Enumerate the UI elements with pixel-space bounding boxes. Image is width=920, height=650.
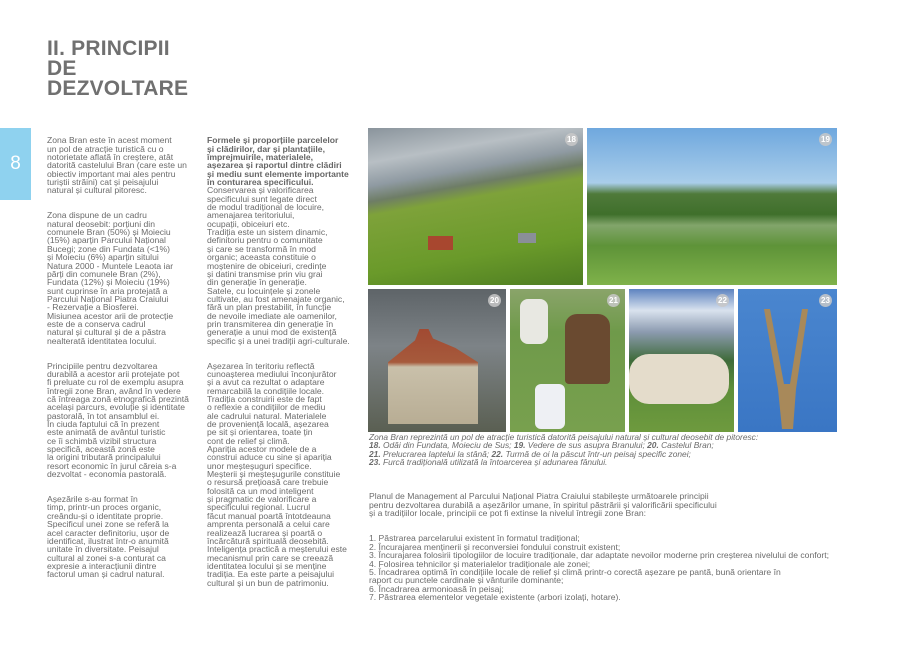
photo-number-badge: 21 xyxy=(607,294,620,307)
photo-22-sheep-flock xyxy=(629,289,734,432)
photo-19-bran-view xyxy=(587,128,837,285)
plan-principles-list: 1. Păstrarea parcelarului existent în formatul tradițional; 2. Încurajarea menținerii și reconversiei fondului construit existent; 3. Încurajarea folosirii tipologiilor de locuire tradiționale, dar adaptate nevoilor moderne prin creșterea nivelului de confort; 4. Folosirea tehnicilor și materialelor tradiționale ale zonei; 5. Încadrarea optimă în condițiile locale de relief și climă printr-o corectă așezare pe pantă, bună orientare în raport cu punctele cardinale și vânturile dominante; 6. Încadrarea armonioasă în peisaj; 7. Păstrarea elementelor vegetale existente (arbori izolați, hotare). xyxy=(369,533,830,603)
caption-number: 18. xyxy=(369,440,381,451)
photo-21-milk-processing xyxy=(510,289,625,432)
photo-number-badge: 23 xyxy=(819,294,832,307)
paragraph: Așezarea în teritoriu reflectă cunoașterea mediului înconjurător și a avut ca rezultat o adaptare remarcabilă la condițiile locale. Tradiția construirii este de fapt o reflexie a condițiilor de mediu ale cadrului natural. Materialele de proveniență locală, așezarea pe sit și orientarea, toate țin cont de relief și climă. Apariția acestor modele de a construi aduce cu sine și apariția unor meșteșuguri specifice. Meșterii și meșteșugurile constituie o resursă prețioasă care trebuie folosită ca un mod inteligent și pragmatic de valorificare a specificului regional. Lucrul făcut manual poartă întotdeauna amprenta personală a celui care realizează lucrarea și poartă o încărcătură spirituală deosebită. Inteligența practică a meșterului este mecanismul prin care se creează identitatea locului și se menține tradiția. Ea este parte a peisajului cultural și un bun de patrimoniu. xyxy=(207,360,347,588)
caption-text: Vedere de sus asupra Branului; xyxy=(525,440,648,451)
paragraph: Zona Bran este în acest moment un pol de atracție turistică cu o notorietate aflată în creștere, atât datorită castelului Bran (care este un obiectiv important mai ales pentru turiștii străini) cat și peisajului natural și cultural pitoresc. xyxy=(47,135,187,196)
paragraph: Conservarea și valorificarea specificului sunt legate direct de modul tradițional de locuire, amenajarea teritoriului, ocupații, obiceiuri etc. Tradiția este un sistem dinamic, definitoriu pentru o comunitate și care se transformă în mod organic; aceasta constituie o moștenire de obiceiuri, credințe și datini transmise prin viu grai din generație în generație. Satele, cu locuințele și zonele cultivate, au fost amenajate organic, fără un plan prestabilit, în funcție de nevoile imediate ale oamenilor, prin transmiterea din generație în generație a unui mod de existență specific și a unei tradiții agri-culturale. xyxy=(207,185,350,346)
paragraph: Zona dispune de un cadru natural deosebit: porțiuni din comunele Bran (50%) și Moieciu (15%) aparțin Parcului Național Bucegi; zone din Fundata (<1%) și Moieciu (6%) aparțin sitului Natura 2000 - Muntele Leaota iar părți din comunele Bran (2%), Fundata (12%) și Moieciu (19%) sunt cuprinse în aria protejată a Parcului Național Piatra Craiului - Rezervație a Biosferei. Misiunea acestor arii de protecție este de a conserva cadrul natural și cultural și de a păstra nealterată identitatea locului. xyxy=(47,210,174,346)
caption-number: 21. xyxy=(369,448,381,459)
caption-intro: Zona Bran reprezintă un pol de atracție turistică datorită peisajului natural și cultural deosebit de pitoresc: xyxy=(369,432,759,442)
caption-text: Odăi din Fundata, Moieciu de Sus; xyxy=(380,440,514,451)
photo-number-badge: 18 xyxy=(565,133,578,146)
sheep-icon xyxy=(629,354,729,404)
page-number: 8 xyxy=(10,153,21,174)
bold-intro: Formele și proporțiile parcelelor și clădirilor, dar și plantațiile, împrejmuirile, materialele, așezarea și raportul dintre clădiri și mediu sunt elemente importante în conturarea specificului. xyxy=(207,135,349,188)
text-column-2 xyxy=(207,128,367,604)
photo-number-badge: 22 xyxy=(716,294,729,307)
hut-icon xyxy=(428,236,453,250)
paragraph: Principiile pentru dezvoltarea durabilă a acestor arii protejate pot fi preluate cu rol de exemplu asupra întregii zone Bran, având în vedere că întreaga zonă etnografică prezintă același parcurs, evoluție și identitate pastorală, în tot ansamblul ei. În ciuda faptului că în prezent este animată de avântul turistic ce îi schimbă vizibil structura specifică, această zonă este la origini tributară principalului resort economic în jurul căreia s-a dezvoltat - economia pastorală. xyxy=(47,360,189,480)
photo-23-hay-fork xyxy=(738,289,837,432)
caption-text: Castelul Bran; xyxy=(658,440,714,451)
caption-text: Furcă tradițională utilizată la întoarcerea și adunarea fânului. xyxy=(380,457,608,468)
paragraph: Așezările s-au format în timp, printr-un proces organic, creându-și o identitate proprie. Specificul unei zone se referă la acel caracter definitoriu, ușor de identificat, ilustrat într-o anumită unitate în diversitate. Peisajul cultural al zonei s-a conturat ca expresie a interacțiunii dintre factorul uman și cadrul natural. xyxy=(47,494,170,580)
hut-icon xyxy=(518,233,536,243)
caption-number: 20. xyxy=(647,440,659,451)
photo-number-badge: 19 xyxy=(819,133,832,146)
photo-number-badge: 20 xyxy=(488,294,501,307)
page-title: II. PRINCIPII DE DEZVOLTARE xyxy=(47,37,189,100)
caption-text: Prelucrarea laptelui la stână; xyxy=(380,448,492,459)
photo-caption xyxy=(369,433,849,467)
caption-number: 19. xyxy=(513,440,526,451)
photo-18-huts-fundata xyxy=(368,128,583,285)
caption-text: Turmă de oi la păscut într-un peisaj specific zonei; xyxy=(503,448,691,459)
shepherd-icon xyxy=(565,314,610,384)
horse-icon xyxy=(520,299,548,344)
castle-icon xyxy=(388,329,478,424)
wooden-fork-icon xyxy=(738,289,837,432)
caption-number: 22. xyxy=(491,448,504,459)
photo-20-bran-castle xyxy=(368,289,506,432)
page-number-tab xyxy=(0,128,31,200)
management-plan-text xyxy=(369,484,849,618)
plan-intro: Planul de Management al Parcului Național Piatra Craiului stabilește următoarele principii pentru dezvoltarea durabilă a așezărilor umane, în spiritul păstrării și valorificării specificului și a tradițiilor locale, principii ce pot fi extinse la nivelul întregii zone Bran: xyxy=(369,491,717,519)
text-column-1 xyxy=(47,128,207,595)
milk-can-icon xyxy=(535,384,565,429)
caption-number: 23. xyxy=(369,457,381,468)
